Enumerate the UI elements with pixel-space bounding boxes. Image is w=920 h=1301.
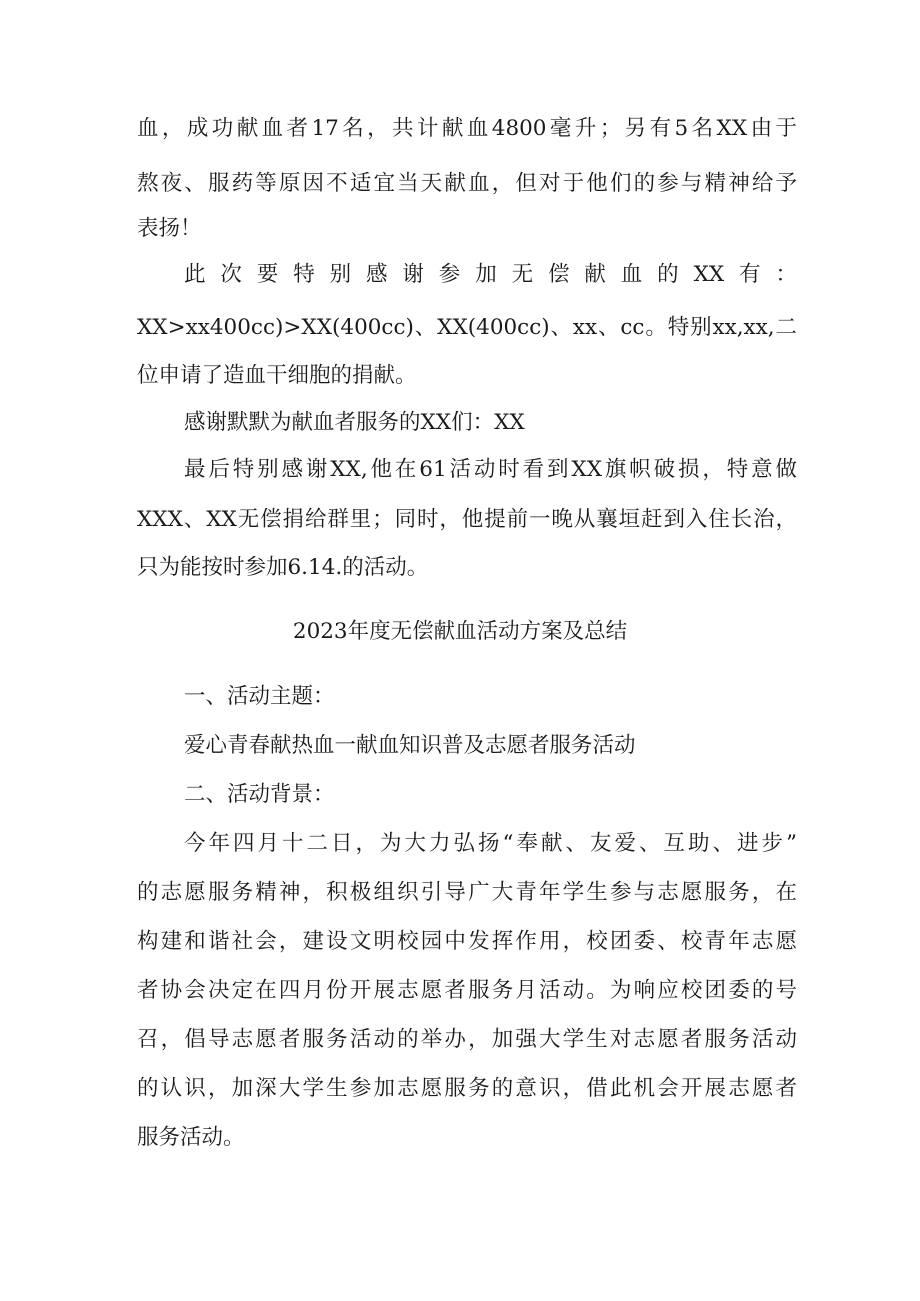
paragraph-line: 爱心青春献热血一献血知识普及志愿者服务活动 bbox=[184, 733, 636, 758]
paragraph-line: 血，成功献血者17名，共计献血4800毫升；另有5名XX由于 bbox=[137, 116, 797, 141]
heading-theme: 一、活动主题： bbox=[184, 684, 335, 709]
paragraph-line: 熬夜、服药等原因不适宜当天献血，但对于他们的参与精神给予 bbox=[137, 171, 797, 196]
paragraph-line: 此次要特别感谢参加无偿献血的XX有： bbox=[184, 262, 797, 287]
paragraph-line: 的认识，加深大学生参加志愿服务的意识，借此机会开展志愿者 bbox=[137, 1076, 797, 1101]
paragraph-line: 服务活动。 bbox=[137, 1125, 245, 1150]
paragraph-line: XXX、XX无偿捐给群里；同时，他提前一晚从襄垣赶到入住长治， bbox=[137, 507, 797, 532]
paragraph-line: 位申请了造血干细胞的捐献。 bbox=[137, 363, 417, 388]
paragraph-line: 只为能按时参加6.14.的活动。 bbox=[137, 555, 429, 580]
paragraph-line: 最后特别感谢XX,他在61活动时看到XX旗帜破损，特意做 bbox=[184, 457, 797, 482]
paragraph-line: 感谢默默为献血者服务的XX们：XX bbox=[184, 410, 525, 435]
paragraph-line: 者协会决定在四月份开展志愿者服务月活动。为响应校团委的号 bbox=[137, 978, 797, 1003]
section-title: 2023年度无偿献血活动方案及总结 bbox=[292, 619, 628, 644]
paragraph-line: 表扬！ bbox=[137, 216, 202, 241]
paragraph-line: 构建和谐社会，建设文明校园中发挥作用，校团委、校青年志愿 bbox=[137, 929, 797, 954]
paragraph-line: XX>xx400cc)>XX(400cc)、XX(400cc)、xx、cc。特别xx,xx,二 bbox=[137, 315, 797, 340]
paragraph-line: 今年四月十二日，为大力弘扬“奉献、友爱、互助、进步” bbox=[184, 831, 797, 856]
heading-background: 二、活动背景： bbox=[184, 782, 335, 807]
paragraph-line: 召，倡导志愿者服务活动的举办，加强大学生对志愿者服务活动 bbox=[137, 1027, 797, 1052]
paragraph-line: 的志愿服务精神，积极组织引导广大青年学生参与志愿服务，在 bbox=[137, 880, 797, 905]
